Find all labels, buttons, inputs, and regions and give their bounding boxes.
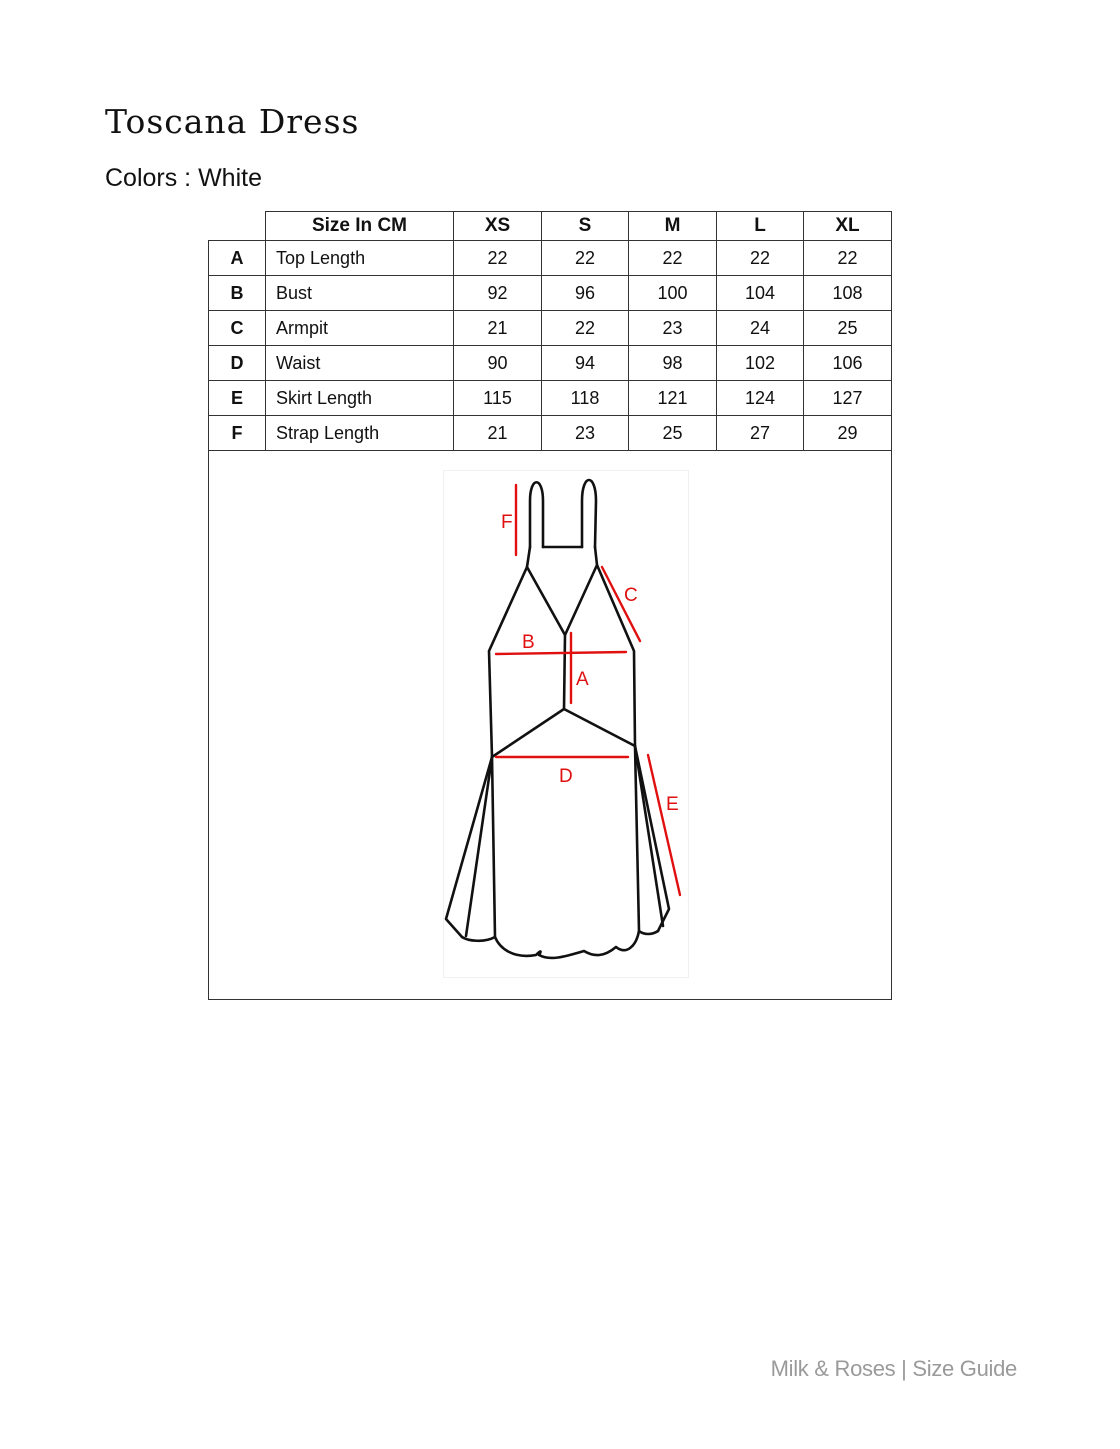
row-measurement-name: Waist: [266, 346, 454, 381]
row-code: E: [209, 381, 266, 416]
colors-line: Colors : White: [105, 164, 262, 192]
right-strap-outline: [582, 480, 596, 547]
value-cell: 124: [717, 381, 804, 416]
row-measurement-name: Strap Length: [266, 416, 454, 451]
table-header-row: [209, 212, 892, 241]
value-cell: 104: [717, 276, 804, 311]
value-cell: 21: [454, 311, 542, 346]
dress-measurement-diagram: [443, 470, 689, 978]
header-size-m: M: [629, 212, 717, 241]
diagram-label-c: C: [624, 585, 638, 606]
diagram-label-f: F: [501, 512, 513, 533]
measure-line-b: [496, 652, 626, 654]
table-row: [209, 381, 892, 416]
value-cell: 121: [629, 381, 717, 416]
value-cell: 22: [454, 241, 542, 276]
value-cell: 27: [717, 416, 804, 451]
empty-corner-cell: [209, 212, 266, 241]
value-cell: 102: [717, 346, 804, 381]
row-measurement-name: Bust: [266, 276, 454, 311]
dress-outline: [446, 480, 669, 958]
table-row: [209, 276, 892, 311]
table-row: [209, 311, 892, 346]
value-cell: 90: [454, 346, 542, 381]
header-size-s: S: [542, 212, 629, 241]
skirt-left-fold: [466, 757, 492, 936]
footer-brand: Milk & Roses | Size Guide: [770, 1356, 1017, 1381]
value-cell: 23: [629, 311, 717, 346]
value-cell: 108: [804, 276, 892, 311]
row-measurement-name: Armpit: [266, 311, 454, 346]
value-cell: 92: [454, 276, 542, 311]
value-cell: 106: [804, 346, 892, 381]
diagram-label-d: D: [559, 766, 573, 787]
diagram-label-b: B: [522, 632, 535, 653]
value-cell: 23: [542, 416, 629, 451]
row-code: F: [209, 416, 266, 451]
bodice-right-outline: [595, 547, 635, 746]
diagram-cell: [209, 451, 892, 1000]
value-cell: 22: [804, 241, 892, 276]
value-cell: 24: [717, 311, 804, 346]
row-measurement-name: Top Length: [266, 241, 454, 276]
value-cell: 25: [804, 311, 892, 346]
table-row: [209, 241, 892, 276]
left-strap-outline: [530, 482, 543, 547]
value-cell: 21: [454, 416, 542, 451]
header-size-xs: XS: [454, 212, 542, 241]
waist-seam-outline: [492, 709, 635, 757]
row-code: C: [209, 311, 266, 346]
diagram-label-e: E: [666, 794, 679, 815]
value-cell: 118: [542, 381, 629, 416]
row-code: A: [209, 241, 266, 276]
center-front-outline: [564, 635, 565, 709]
neckline-outline: [527, 565, 597, 635]
diagram-label-a: A: [576, 669, 589, 690]
value-cell: 22: [542, 311, 629, 346]
value-cell: 100: [629, 276, 717, 311]
table-row: [209, 346, 892, 381]
value-cell: 98: [629, 346, 717, 381]
size-table: [208, 211, 892, 1000]
value-cell: 22: [717, 241, 804, 276]
diagram-row: [209, 451, 892, 1000]
table-row: [209, 416, 892, 451]
dress-sketch: [444, 471, 688, 977]
scalloped-hem-outline: [495, 931, 639, 958]
value-cell: 115: [454, 381, 542, 416]
header-size-xl: XL: [804, 212, 892, 241]
value-cell: 22: [542, 241, 629, 276]
row-code: B: [209, 276, 266, 311]
row-measurement-name: Skirt Length: [266, 381, 454, 416]
value-cell: 94: [542, 346, 629, 381]
value-cell: 29: [804, 416, 892, 451]
value-cell: 25: [629, 416, 717, 451]
header-size-in-cm: Size In CM: [266, 212, 454, 241]
value-cell: 96: [542, 276, 629, 311]
value-cell: 22: [629, 241, 717, 276]
page-title: Toscana Dress: [105, 102, 360, 141]
value-cell: 127: [804, 381, 892, 416]
header-size-l: L: [717, 212, 804, 241]
row-code: D: [209, 346, 266, 381]
